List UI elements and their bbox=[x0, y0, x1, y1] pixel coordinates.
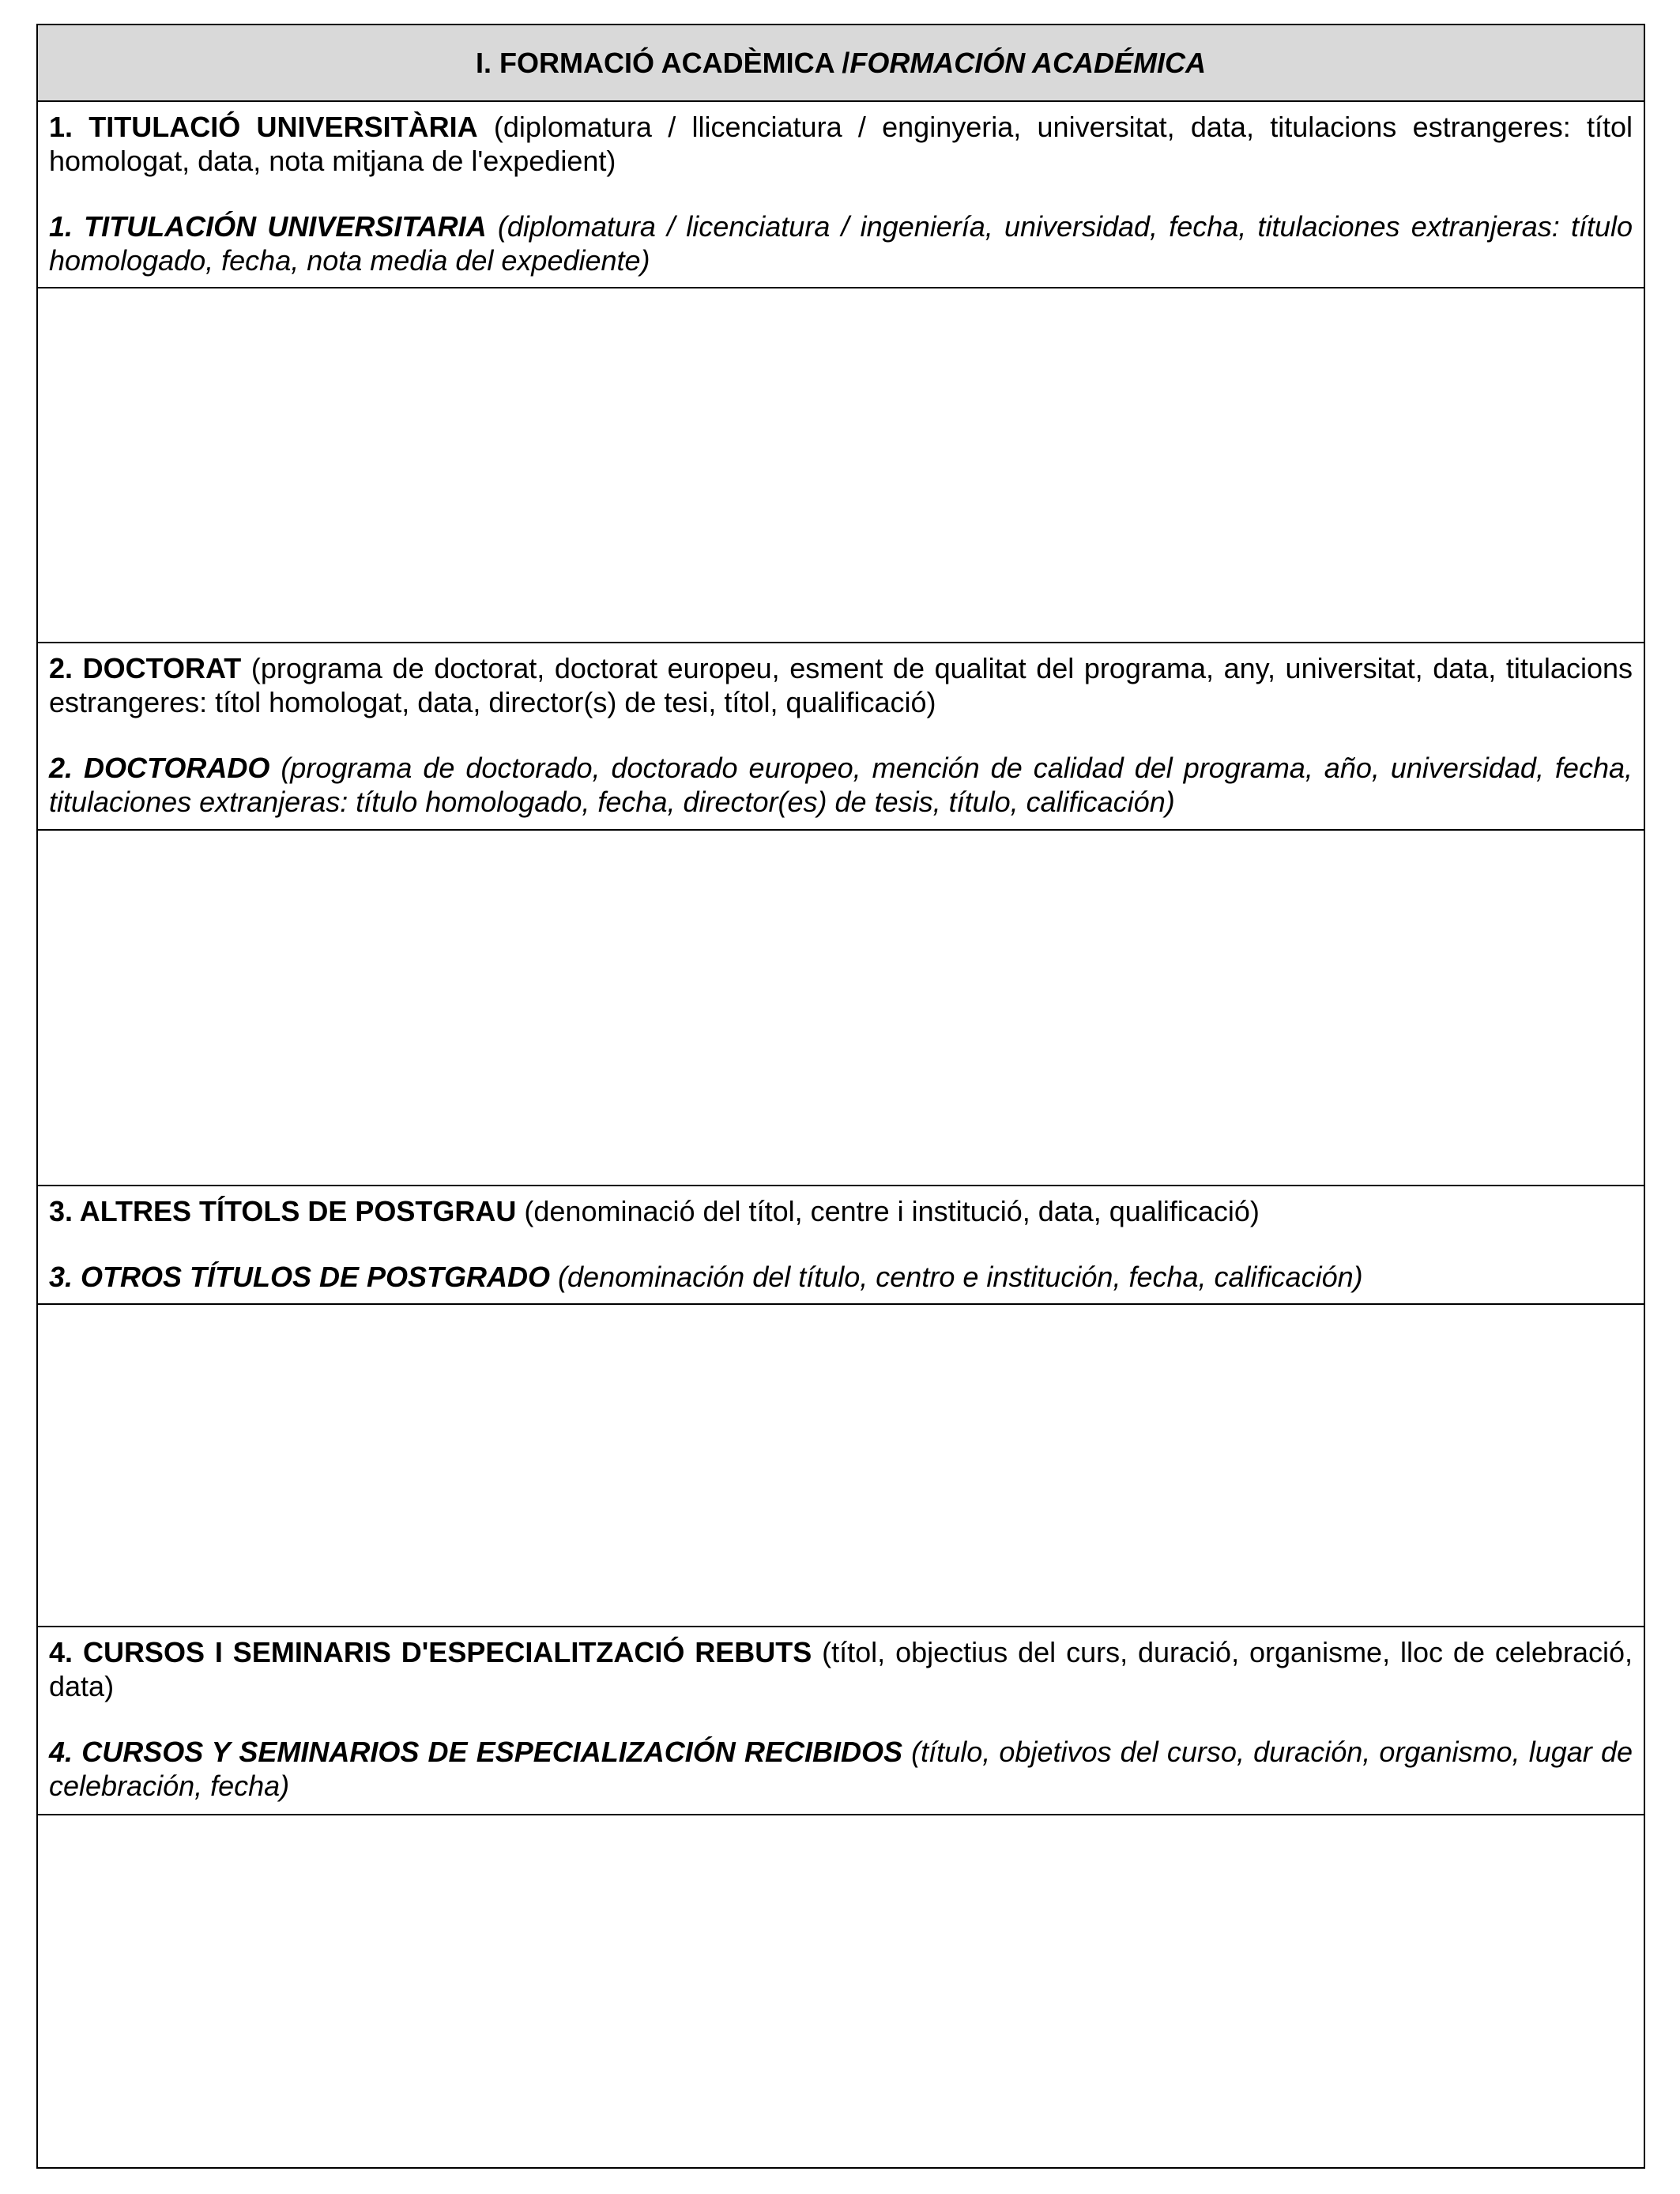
section-1-spanish-description: (diplomatura / licenciatura / ingeniería, universidad, fecha, titulaciones extranjeras: título homologado, fecha, nota media del expediente) bbox=[49, 210, 1633, 277]
section-1-catalan-description: (diplomatura / llicenciatura / enginyeria, universitat, data, titulacions estrangeres: títol homologat, data, nota mitjana de l'expedient) bbox=[49, 111, 1633, 177]
academic-training-form bbox=[36, 24, 1645, 2169]
section-2-answer-field[interactable] bbox=[38, 831, 1644, 1186]
section-3-spanish-heading: 3. OTROS TÍTULOS DE POSTGRADO bbox=[49, 1261, 551, 1293]
section-2-catalan-description: (programa de doctorat, doctorat europeu, esment de qualitat del programa, any, universitat, data, titulacions estrangeres: títol homologat, data, director(s) de tesi, títol, qualificació) bbox=[49, 652, 1633, 718]
section-2-catalan-heading: 2. DOCTORAT bbox=[49, 652, 242, 684]
section-2-spanish-description: (programa de doctorado, doctorado europeo, mención de calidad del programa, año, universidad, fecha, titulaciones extranjeras: título homologado, fecha, director(es) de tesis, título, calificación) bbox=[49, 752, 1633, 818]
section-3-catalan-heading: 3. ALTRES TÍTOLS DE POSTGRAU bbox=[49, 1195, 517, 1227]
header-title-spanish: FORMACIÓN ACADÉMICA bbox=[849, 46, 1206, 79]
section-3-spanish bbox=[49, 1260, 1633, 1294]
section-3-prompt bbox=[38, 1186, 1644, 1305]
section-1-catalan bbox=[49, 110, 1633, 178]
section-3-catalan bbox=[49, 1194, 1633, 1228]
section-4-spanish-description: (título, objetivos del curso, duración, organismo, lugar de celebración, fecha) bbox=[49, 1736, 1633, 1802]
section-4-prompt bbox=[38, 1627, 1644, 1815]
section-3-spanish-description: (denominación del título, centro e institución, fecha, calificación) bbox=[550, 1261, 1363, 1293]
header-title-catalan: I. FORMACIÓ ACADÈMICA / bbox=[476, 46, 850, 79]
section-2-spanish-heading: 2. DOCTORADO bbox=[49, 752, 270, 784]
form-header bbox=[38, 25, 1644, 102]
section-1-spanish-heading: 1. TITULACIÓN UNIVERSITARIA bbox=[49, 210, 487, 243]
section-3-catalan-description: (denominació del títol, centre i institució, data, qualificació) bbox=[516, 1195, 1260, 1227]
section-2-catalan bbox=[49, 651, 1633, 719]
section-2-prompt bbox=[38, 643, 1644, 831]
section-3-answer-field[interactable] bbox=[38, 1305, 1644, 1627]
section-2-spanish bbox=[49, 751, 1633, 819]
section-1-catalan-heading: 1. TITULACIÓ UNIVERSITÀRIA bbox=[49, 111, 478, 143]
section-4-spanish-heading: 4. CURSOS Y SEMINARIOS DE ESPECIALIZACIÓN RECIBIDOS bbox=[49, 1736, 902, 1768]
section-4-catalan-heading: 4. CURSOS I SEMINARIS D'ESPECIALITZACIÓ REBUTS bbox=[49, 1636, 812, 1668]
section-4-answer-field[interactable] bbox=[38, 1815, 1644, 2167]
section-1-spanish bbox=[49, 209, 1633, 277]
section-4-spanish bbox=[49, 1735, 1633, 1803]
section-1-prompt bbox=[38, 102, 1644, 288]
section-4-catalan bbox=[49, 1635, 1633, 1703]
section-1-answer-field[interactable] bbox=[38, 288, 1644, 643]
section-4-catalan-description: (títol, objectius del curs, duració, organisme, lloc de celebració, data) bbox=[49, 1636, 1633, 1702]
